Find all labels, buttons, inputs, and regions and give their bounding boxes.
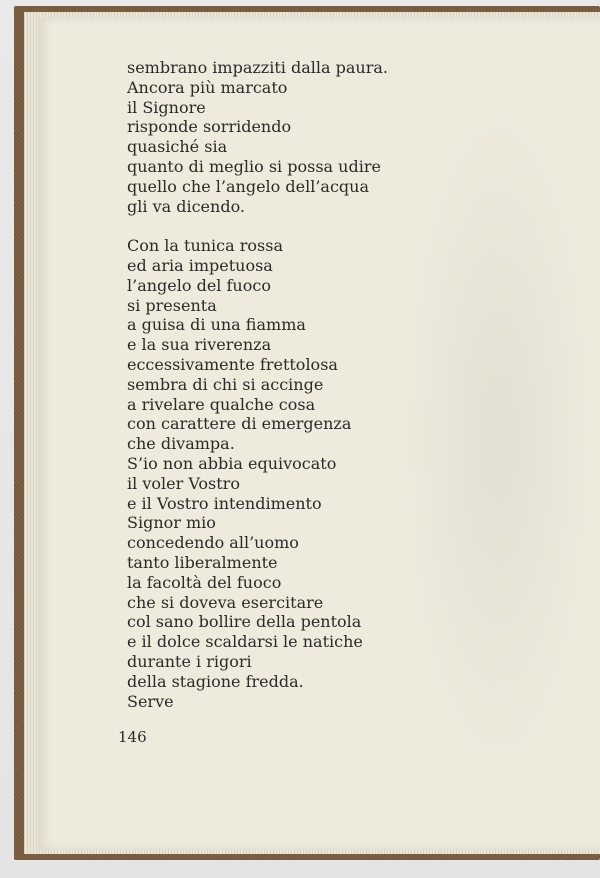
- verse-line: il Signore: [127, 97, 206, 117]
- verse-line: si presenta: [127, 295, 217, 315]
- verse-line: Con la tunica rossa: [127, 236, 283, 256]
- verse-line: e la sua riverenza: [127, 335, 272, 355]
- verse-line: che divampa.: [127, 434, 235, 454]
- verse-line: e il Vostro intendimento: [127, 493, 322, 513]
- show-through: [398, 78, 598, 798]
- page-number: 146: [118, 728, 147, 746]
- verse-line: ed aria impetuosa: [127, 255, 273, 275]
- verse-line: Signor mio: [127, 513, 216, 533]
- stanza-1: [127, 58, 388, 216]
- verse-line: il voler Vostro: [127, 473, 240, 493]
- verse-line: S’io non abbia equivocato: [127, 453, 337, 473]
- verse-line: risponde sorridendo: [127, 117, 292, 137]
- poem-text: [127, 58, 388, 711]
- stanza-break: [127, 216, 388, 236]
- verse-line: sembra di chi si accinge: [127, 374, 324, 394]
- verse-line: a rivelare qualche cosa: [127, 394, 316, 414]
- verse-line: concedendo all’uomo: [127, 533, 299, 553]
- verse-line: sembrano impazziti dalla paura.: [127, 58, 388, 77]
- verse-line: quello che l’angelo dell’acqua: [127, 176, 369, 196]
- verse-line: la facoltà del fuoco: [127, 572, 282, 592]
- verse-line: Ancora più marcato: [127, 77, 288, 97]
- verse-line: quanto di meglio si possa udire: [127, 156, 381, 176]
- verse-line: eccessivamente frettolosa: [127, 354, 338, 374]
- verse-line: che si doveva esercitare: [127, 592, 324, 612]
- verse-line: l’angelo del fuoco: [127, 275, 271, 295]
- verse-line: durante i rigori: [127, 651, 252, 671]
- verse-line: gli va dicendo.: [127, 196, 245, 216]
- verse-line: tanto liberalmente: [127, 552, 278, 572]
- verse-line: della stagione fredda.: [127, 671, 304, 691]
- verse-line: e il dolce scaldarsi le natiche: [127, 632, 363, 652]
- verse-line: col sano bollire della pentola: [127, 612, 362, 632]
- verse-line: a guisa di una fiamma: [127, 315, 306, 335]
- verse-line: Serve: [127, 691, 174, 711]
- verse-line: quasiché sia: [127, 137, 228, 157]
- verse-line: con carattere di emergenza: [127, 414, 352, 434]
- stanza-2: [127, 236, 388, 711]
